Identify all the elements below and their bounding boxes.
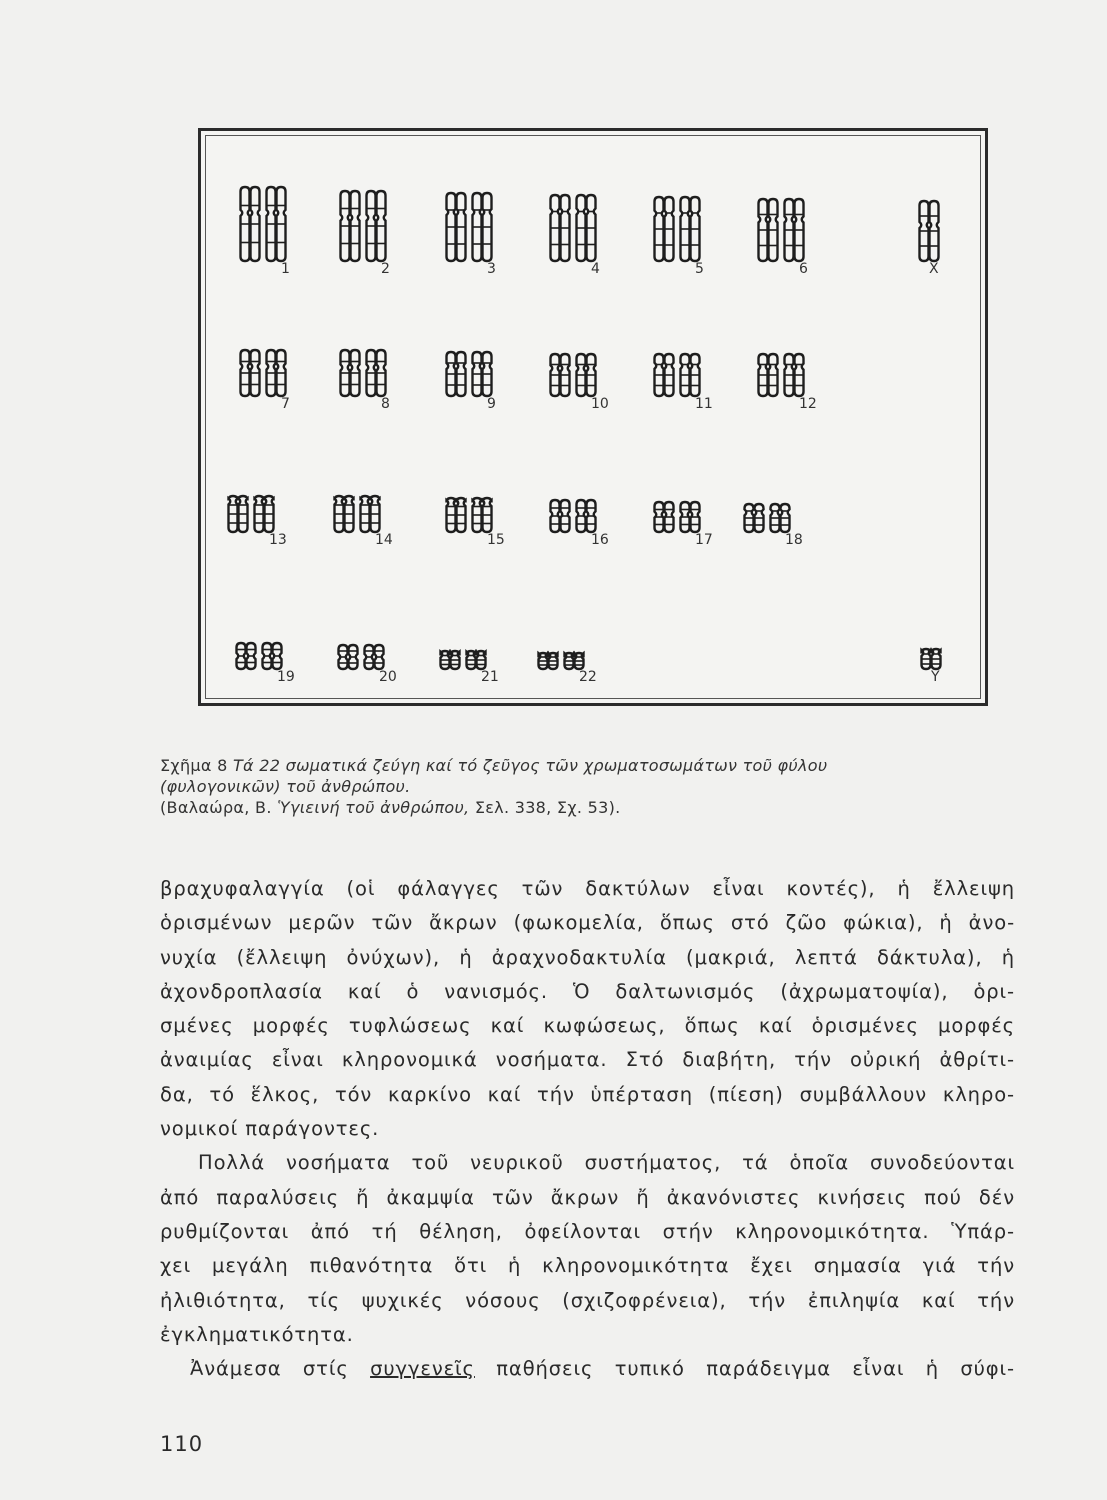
- chromosome-16-a: [551, 500, 570, 532]
- karyotype-figure: [201, 131, 991, 709]
- body-text: [160, 872, 1015, 1386]
- paragraph-1-line: ὁρισμένων μερῶν τῶν ἄκρων (φωκομελία, ὅπως στό ζῶο φώκια), ἡ ἀνο-: [160, 911, 1015, 935]
- chromosome-13-b: [255, 496, 274, 532]
- source-author: (Βαλαώρα, Β.: [160, 798, 272, 817]
- page-number: 110: [160, 1432, 204, 1456]
- paragraph-1-line: νομικοί παράγοντες.: [160, 1117, 380, 1141]
- chromosome-X: [920, 201, 939, 261]
- paragraph-2-line: ἠλιθιότητα, τίς ψυχικές νόσους (σχιζοφρένεια), τήν ἐπιληψία καί τήν: [160, 1288, 1015, 1312]
- paragraph-2-line: Πολλά νοσήματα τοῦ νευρικοῦ συστήματος, τά ὁποῖα συνοδεύονται: [198, 1151, 1015, 1175]
- chromosome-10-b: [577, 354, 596, 396]
- chromosome-label: 10: [591, 396, 609, 412]
- chromosome-13-a: [229, 496, 248, 532]
- chromosome-label: 4: [591, 261, 600, 277]
- chromosome-7-a: [241, 350, 260, 396]
- chromosome-17-b: [681, 502, 700, 532]
- caption-line-1: [160, 755, 1040, 776]
- chromosome-19-a: [237, 643, 256, 669]
- chromosome-label: 9: [487, 396, 496, 412]
- chromosome-3-a: [447, 193, 466, 261]
- chromosome-22-a: [539, 653, 558, 669]
- caption-title: Τά 22 σωματικά ζεύγη καί τό ζεῦγος τῶν χρωματοσωμάτων τοῦ φύλου: [232, 756, 828, 775]
- caption-prefix: Σχῆμα 8: [160, 756, 228, 775]
- chromosome-label: 22: [579, 669, 597, 685]
- chromosome-label: 6: [799, 261, 808, 277]
- chromosome-18-b: [771, 504, 790, 532]
- chromosome-2-b: [367, 191, 386, 261]
- chromosome-6-a: [759, 199, 778, 261]
- paragraph-1-line: νυχία (ἔλλειψη ὀνύχων), ἡ ἀραχνοδακτυλία (μακριά, λεπτά δάκτυλα), ἡ: [160, 945, 1015, 969]
- chromosome-12-a: [759, 354, 778, 396]
- paragraph-1-line: δα, τό ἕλκος, τόν καρκίνο καί τήν ὑπέρταση (πίεση) συμβάλλουν κληρο-: [160, 1082, 1015, 1106]
- chromosome-22-b: [565, 653, 584, 669]
- chromosome-20-a: [339, 645, 358, 669]
- chromosome-2-a: [341, 191, 360, 261]
- chromosome-21-b: [467, 651, 486, 669]
- chromosome-15-b: [473, 498, 492, 532]
- chromosome-6-b: [785, 199, 804, 261]
- karyotype-figure-frame: [198, 128, 988, 706]
- chromosome-18-a: [745, 504, 764, 532]
- chromosome-label: 2: [381, 261, 390, 277]
- chromosome-label: 15: [487, 532, 505, 548]
- chromosome-label: Y: [931, 669, 940, 685]
- chromosome-12-b: [785, 354, 804, 396]
- chromosome-20-b: [365, 645, 384, 669]
- paragraph-3-line: [160, 1352, 1015, 1386]
- chromosome-label: X: [929, 261, 939, 277]
- chromosome-label: 1: [281, 261, 290, 277]
- chromosome-5-a: [655, 197, 674, 261]
- chromosome-21-a: [441, 651, 460, 669]
- paragraph-2-line: ρυθμίζονται ἀπό τή θέληση, ὀφείλονται στήν κληρονομικότητα. Ὑπάρ-: [160, 1219, 1015, 1243]
- chromosome-label: 7: [281, 396, 290, 412]
- chromosome-19-b: [263, 643, 282, 669]
- caption-line-2: (φυλογονικῶν) τοῦ ἀνθρώπου.: [160, 777, 411, 796]
- paragraph-2-line: χει μεγάλη πιθανότητα ὅτι ἡ κληρονομικότητα ἔχει σημασία γιά τήν: [160, 1254, 1015, 1278]
- paragraph-1-line: σμένες μορφές τυφλώσεως καί κωφώσεως, ὅπως καί ὁρισμένες μορφές: [160, 1014, 1015, 1038]
- p3-pre: Ἀνάμεσα στίς: [190, 1357, 349, 1381]
- p3-underlined-word: συγγενεῖς: [370, 1357, 475, 1381]
- chromosome-1-a: [241, 187, 260, 261]
- chromosome-Y: [922, 649, 941, 669]
- caption-source: [160, 797, 1040, 818]
- chromosome-9-a: [447, 352, 466, 396]
- chromosome-4-a: [551, 195, 570, 261]
- chromosome-label: 16: [591, 532, 609, 548]
- chromosome-label: 13: [269, 532, 287, 548]
- paragraph-1-line: ἀναιμίας εἶναι κληρονομικά νοσήματα. Στό διαβήτη, τήν οὐρική ἀθρίτι-: [160, 1048, 1015, 1072]
- chromosome-15-a: [447, 498, 466, 532]
- chromosome-14-b: [361, 496, 380, 532]
- chromosome-11-a: [655, 354, 674, 396]
- chromosome-label: 12: [799, 396, 817, 412]
- chromosome-label: 19: [277, 669, 295, 685]
- source-page: Σελ. 338, Σχ. 53).: [474, 798, 621, 817]
- figure-caption: [160, 755, 1040, 818]
- chromosome-8-a: [341, 350, 360, 396]
- chromosome-5-b: [681, 197, 700, 261]
- chromosome-label: 21: [481, 669, 499, 685]
- chromosome-label: 5: [695, 261, 704, 277]
- chromosome-label: 14: [375, 532, 393, 548]
- chromosome-label: 17: [695, 532, 713, 548]
- chromosome-11-b: [681, 354, 700, 396]
- chromosome-3-b: [473, 193, 492, 261]
- chromosome-label: 11: [695, 396, 713, 412]
- chromosome-14-a: [335, 496, 354, 532]
- paragraph-1-line: ἀχονδροπλασία καί ὁ νανισμός. Ὁ δαλτωνισμός (ἀχρωματοψία), ὁρι-: [160, 979, 1015, 1003]
- chromosome-10-a: [551, 354, 570, 396]
- p3-post: παθήσεις τυπικό παράδειγμα εἶναι ἡ σύφι-: [496, 1357, 1015, 1381]
- paragraph-2-line: ἀπό παραλύσεις ἤ ἀκαμψία τῶν ἄκρων ἤ ἀκανόνιστες κινήσεις πού δέν: [160, 1185, 1015, 1209]
- chromosome-16-b: [577, 500, 596, 532]
- chromosome-4-b: [577, 195, 596, 261]
- paragraph-1-line: βραχυφαλαγγία (οἱ φάλαγγες τῶν δακτύλων εἶναι κοντές), ἡ ἔλλειψη: [160, 877, 1015, 900]
- chromosome-label: 18: [785, 532, 803, 548]
- chromosome-1-b: [267, 187, 286, 261]
- chromosome-label: 8: [381, 396, 390, 412]
- chromosome-label: 20: [379, 669, 397, 685]
- paragraph-2-line: ἐγκληματικότητα.: [160, 1322, 354, 1346]
- chromosome-label: 3: [487, 261, 496, 277]
- chromosome-7-b: [267, 350, 286, 396]
- chromosome-8-b: [367, 350, 386, 396]
- source-title: Ὑγιεινή τοῦ ἀνθρώπου,: [277, 798, 470, 817]
- chromosome-17-a: [655, 502, 674, 532]
- chromosome-9-b: [473, 352, 492, 396]
